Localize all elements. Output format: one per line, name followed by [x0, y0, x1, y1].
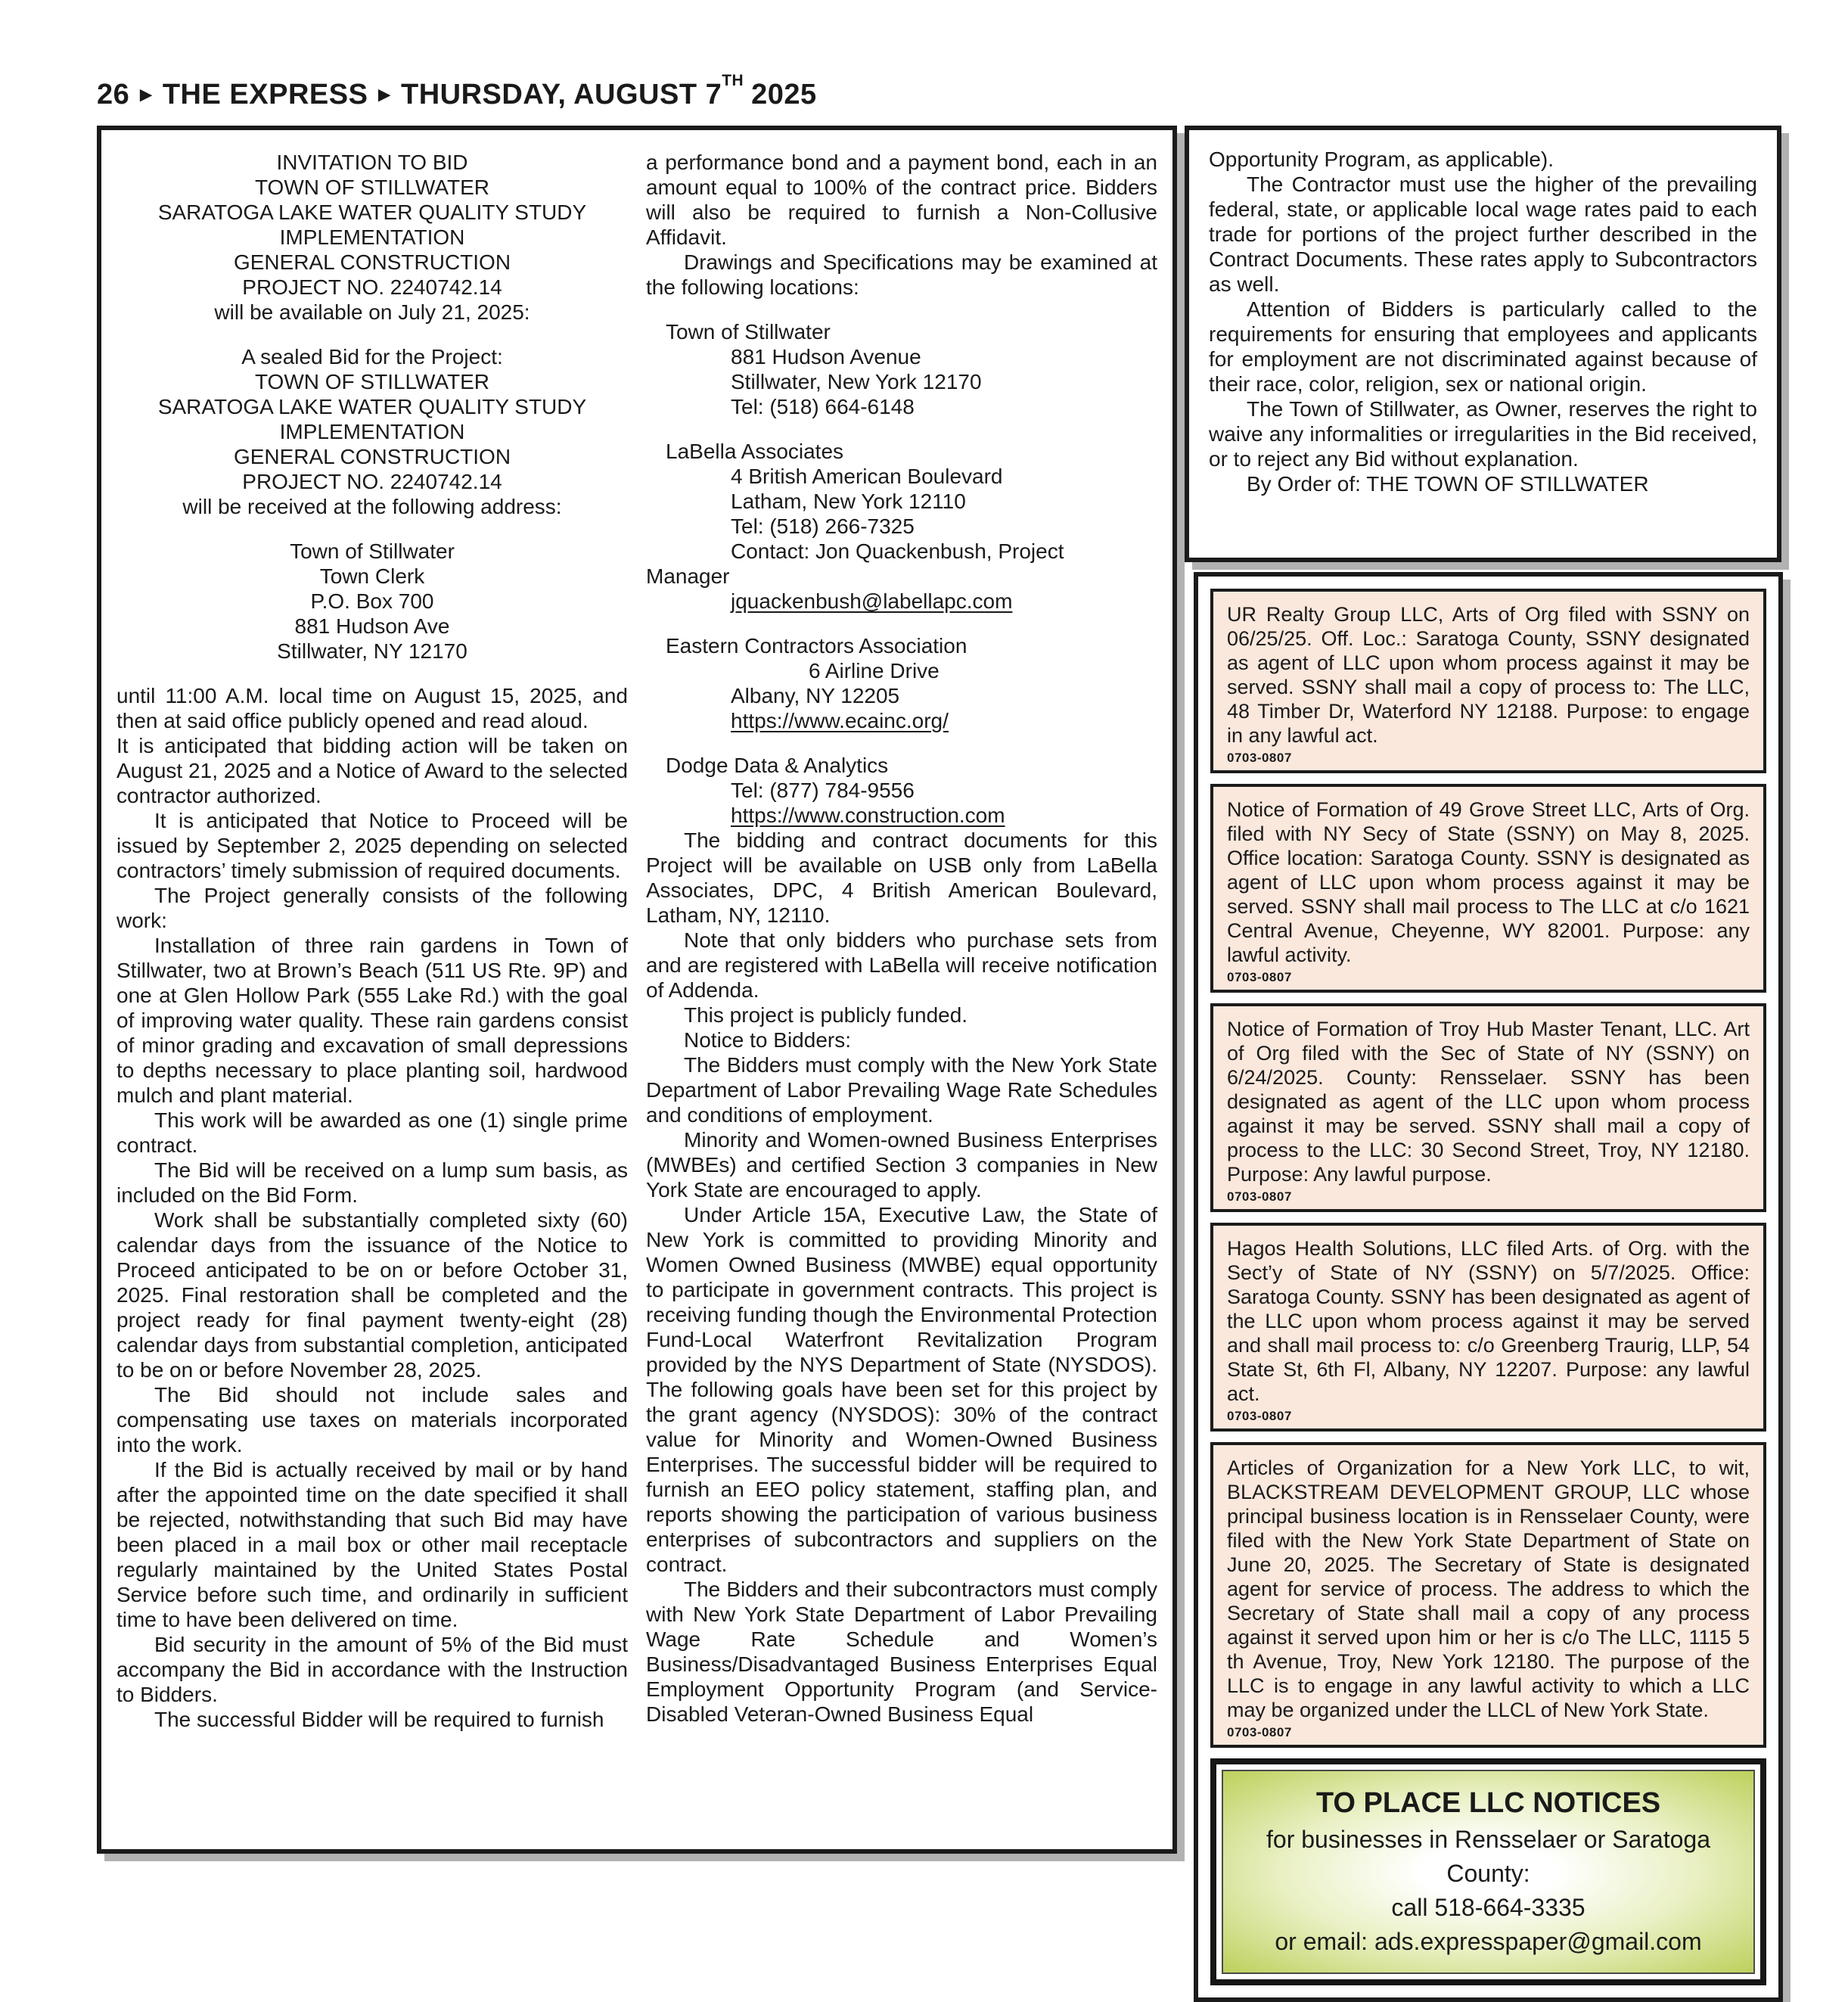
- text-line: Drawings and Specifications may be examined at the following locations:: [646, 250, 1157, 299]
- issue-date-year: 2025: [751, 79, 817, 110]
- place-llc-notices-box: [1210, 1758, 1766, 1985]
- text-line: Installation of three rain gardens in Town of Stillwater, two at Brown’s Beach (511 US Rte. 9P) and one at Glen Hollow Park (555 Lake Rd.) with the goal of improving water quality. These rain gardens consist of minor grading and excavation of small depressions to depths necessary to place planting soil, hardwood mulch and plant material.: [116, 934, 628, 1107]
- text-line: Tel: (877) 784-9556: [731, 779, 915, 802]
- text-line: Town of Stillwater: [666, 320, 831, 344]
- text-line: Minority and Women-owned Business Enterprises (MWBEs) and certified Section 3 companies in New York State are encouraged to apply.: [646, 1128, 1157, 1202]
- llc-notice-text: Notice of Formation of Troy Hub Master Tenant, LLC. Art of Org filed with the Sec of State of NY (SSNY) on 6/24/2025. County: Rensselaer. SSNY has been designated as agent of the LLC upon whom process against it may be served. SSNY shall mail a copy of process to the LLC: 30 Second Street, Troy, NY 12180. Purpose: Any lawful purpose.: [1227, 1018, 1750, 1186]
- text-line: https://www.ecainc.org/: [731, 709, 949, 732]
- llc-notice-box: [1210, 1442, 1766, 1748]
- text-line: https://www.construction.com: [731, 804, 1005, 827]
- llc-notice-box: [1210, 1003, 1766, 1212]
- llc-notice-text: Hagos Health Solutions, LLC filed Arts. of Org. with the Sect’y of State of NY (SSNY) on 5/7/2025. Office: Saratoga County. SSNY has been designated as agent of the LLC upon whom process against it may be served and shall mail process to: c/o Greenberg Traurig, LLP, 54 State St, 6th Fl, Albany, NY 12207. Purpose: any lawful act.: [1227, 1237, 1750, 1405]
- text-line: Manager: [646, 564, 730, 588]
- text-line: Attention of Bidders is particularly called to the requirements for ensuring that employees and applicants for employment are not discriminated against because of their race, color, religion, sex or national origin.: [1209, 297, 1757, 396]
- text-line: The Project generally consists of the following work:: [116, 884, 628, 932]
- text-line: 4 British American Boulevard: [731, 465, 1003, 488]
- text-line: The Bid will be received on a lump sum basis, as included on the Bid Form.: [116, 1158, 628, 1207]
- llc-notice-box: [1210, 589, 1766, 773]
- invitation-column-1: [116, 150, 628, 1732]
- paper-name: THE EXPRESS: [162, 79, 368, 110]
- invitation-column-3: [1209, 147, 1757, 496]
- llc-notice-code: 0703-0807: [1227, 1409, 1292, 1423]
- text-line: A sealed Bid for the Project:: [241, 345, 503, 368]
- llc-notice-code: 0703-0807: [1227, 751, 1292, 765]
- text-line: The Bidders and their subcontractors must comply with New York State Department of Labor Prevailing Wage Rate Schedule and Women’s Business/Disadvantaged Business Enterprises Equal Employment Opportunity Program (and Service-Disabled Veteran-Owned Business Equal: [646, 1578, 1157, 1726]
- text-line: Eastern Contractors Association: [666, 634, 967, 657]
- text-line: 6 Airline Drive: [809, 659, 940, 682]
- text-line: TOWN OF STILLWATER: [254, 176, 490, 199]
- text-line: Town Clerk: [319, 564, 425, 588]
- text-line: Latham, New York 12110: [731, 490, 966, 513]
- text-line: If the Bid is actually received by mail or by hand after the appointed time on the date specified it shall be rejected, notwithstanding that such Bid may have been placed in a mail box or other mail receptacle regularly maintained by the United States Postal Service before such time, and ordinarily in sufficient time to have been delivered on time.: [116, 1458, 628, 1631]
- issue-date: THURSDAY, AUGUST 7: [400, 79, 722, 110]
- text-line: Under Article 15A, Executive Law, the State of New York is committed to providing Minority and Women Owned Business (MWBE) equal opportunity to participate in government contracts. This project is receiving funding though the Environmental Protection Fund-Local Waterfront Revitalization Program provided by the NYS Department of State (NYSDOS). The following goals have been set for this project by the grant agency (NYSDOS): 30% of the contract value for Minority and Women-Owned Business Enterprises. The successful bidder will be required to furnish an EEO policy statement, staffing plan, and reports showing the participation of various business enterprises of subcontractors and suppliers on the contract.: [646, 1203, 1157, 1576]
- llc-notices-list: [1210, 589, 1766, 1748]
- text-line: The bidding and contract documents for this Project will be available on USB only from LaBella Associates, DPC, 4 British American Boulevard, Latham, NY, 12110.: [646, 828, 1157, 927]
- text-line: Contact: Jon Quackenbush, Project: [731, 539, 1064, 563]
- blank-line: [646, 733, 1157, 753]
- text-line: TOWN OF STILLWATER: [254, 370, 490, 393]
- llc-notice-text: Notice of Formation of 49 Grove Street LLC, Arts of Org. filed with NY Secy of State (SSNY) on May 8, 2025. Office location: Saratoga County. SSNY is designated as agent of LLC upon whom process against it may be served. SSNY shall mail process to The LLC at c/o 1621 Central Avenue, Cheyenne, WY 82001. Purpose: any lawful activity.: [1227, 798, 1750, 966]
- llc-notice-box: [1210, 784, 1766, 993]
- text-line: SARATOGA LAKE WATER QUALITY STUDY: [157, 395, 587, 418]
- text-line: Bid security in the amount of 5% of the Bid must accompany the Bid in accordance with the Instruction to Bidders.: [116, 1633, 628, 1706]
- blank-line: [116, 519, 628, 539]
- invitation-columns: [116, 150, 1157, 1732]
- text-line: Albany, NY 12205: [731, 684, 900, 707]
- text-line: By Order of: THE TOWN OF STILLWATER: [1247, 472, 1649, 496]
- text-line: Tel: (518) 266-7325: [731, 514, 915, 538]
- text-line: The successful Bidder will be required to furnish: [154, 1708, 604, 1731]
- text-line: The Town of Stillwater, as Owner, reserves the right to waive any informalities or irregularities in the Bid received, or to reject any Bid without explanation.: [1209, 397, 1757, 471]
- page-number: 26: [97, 79, 130, 110]
- blank-line: [116, 325, 628, 344]
- blank-line: [646, 300, 1157, 319]
- place-llc-notices-inner: [1222, 1770, 1755, 1974]
- text-line: Tel: (518) 664-6148: [731, 395, 915, 418]
- text-line: 881 Hudson Avenue: [731, 345, 921, 368]
- arrow-icon: ▸: [378, 82, 390, 107]
- text-line: SARATOGA LAKE WATER QUALITY STUDY: [157, 201, 587, 224]
- text-line: Note that only bidders who purchase sets from and are registered with LaBella will receive notification of Addenda.: [646, 928, 1157, 1002]
- text-line: Town of Stillwater: [290, 539, 455, 563]
- page-header: [97, 71, 817, 111]
- place-ad-line: for businesses in Rensselaer or Saratoga County:: [1266, 1826, 1710, 1887]
- invitation-to-bid-box: [97, 126, 1177, 1854]
- text-line: The Bidders must comply with the New York State Department of Labor Prevailing Wage Rate Schedules and conditions of employment.: [646, 1053, 1157, 1127]
- place-ad-email: or email: ads.expresspaper@gmail.com: [1275, 1928, 1702, 1955]
- text-line: will be received at the following address:: [182, 495, 562, 518]
- text-line: until 11:00 A.M. local time on August 15, 2025, and then at said office publicly opened and read aloud.: [116, 684, 628, 732]
- text-line: IMPLEMENTATION: [279, 225, 465, 249]
- text-line: INVITATION TO BID: [276, 151, 468, 174]
- text-line: Stillwater, New York 12170: [731, 370, 982, 393]
- blank-line: [646, 419, 1157, 439]
- llc-notice-text: UR Realty Group LLC, Arts of Org filed with SSNY on 06/25/25. Off. Loc.: Saratoga County, SSNY designated as agent of LLC upon whom process against it may be served. SSNY shall mail a copy of process to: The LLC, 48 Timber Dr, Waterford NY 12188. Purpose: to engage in any lawful act.: [1227, 603, 1750, 747]
- llc-notice-code: 0703-0807: [1227, 1725, 1292, 1739]
- text-line: GENERAL CONSTRUCTION: [233, 250, 511, 274]
- text-line: The Bid should not include sales and compensating use taxes on materials incorporated into the work.: [116, 1383, 628, 1456]
- invitation-column-2: [646, 150, 1157, 1732]
- llc-notices-container: [1194, 572, 1783, 2002]
- text-line: Opportunity Program, as applicable).: [1209, 148, 1554, 171]
- text-line: jquackenbush@labellapc.com: [731, 589, 1013, 613]
- blank-line: [646, 614, 1157, 633]
- text-line: LaBella Associates: [666, 440, 844, 463]
- llc-notice-box: [1210, 1223, 1766, 1432]
- text-line: The Contractor must use the higher of the prevailing federal, state, or applicable local wage rates paid to each trade for portions of the project further described in the Contract Documents. These rates apply to Subcontractors as well.: [1209, 173, 1757, 296]
- text-line: IMPLEMENTATION: [279, 420, 465, 443]
- place-ad-title: TO PLACE LLC NOTICES: [1315, 1787, 1661, 1819]
- text-line: a performance bond and a payment bond, each in an amount equal to 100% of the contract price. Bidders will also be required to furnish a Non-Collusive Affidavit.: [646, 151, 1157, 249]
- place-ad-phone: call 518-664-3335: [1391, 1894, 1586, 1921]
- text-line: Dodge Data & Analytics: [666, 754, 889, 777]
- llc-notice-text: Articles of Organization for a New York LLC, to wit, BLACKSTREAM DEVELOPMENT GROUP, LLC whose principal business location is in Rensselaer County, were filed with the New York State Department of State on June 20, 2025. The Secretary of State is designated agent for service of process. The address to which the Secretary of State shall mail a copy of any process against it served upon him or her is c/o The LLC, 1115 5 th Avenue, Troy, New York 12180. The purpose of the LLC is to engage in any lawful activity to which a LLC may be organized under the LLCL of New York State.: [1227, 1456, 1750, 1721]
- text-line: will be available on July 21, 2025:: [214, 300, 530, 324]
- text-line: Notice to Bidders:: [684, 1028, 851, 1052]
- text-line: It is anticipated that Notice to Proceed will be issued by September 2, 2025 depending on selected contractors’ timely submission of required documents.: [116, 809, 628, 882]
- text-line: This work will be awarded as one (1) single prime contract.: [116, 1108, 628, 1157]
- issue-date-superscript: TH: [722, 71, 744, 89]
- text-line: This project is publicly funded.: [684, 1003, 968, 1027]
- text-line: GENERAL CONSTRUCTION: [233, 445, 511, 468]
- text-line: It is anticipated that bidding action will be taken on August 21, 2025 and a Notice of Award to the selected contractor authorized.: [116, 734, 628, 807]
- text-line: P.O. Box 700: [310, 589, 434, 613]
- text-line: Stillwater, NY 12170: [277, 639, 467, 663]
- text-line: 881 Hudson Ave: [294, 614, 450, 638]
- invitation-continuation-box: [1185, 126, 1781, 562]
- blank-line: [116, 664, 628, 683]
- llc-notice-code: 0703-0807: [1227, 1189, 1292, 1204]
- text-line: PROJECT NO. 2240742.14: [242, 275, 502, 299]
- text-line: Work shall be substantially completed sixty (60) calendar days from the issuance of the Notice to Proceed anticipated to be on or before October 31, 2025. Final restoration shall be completed and the project ready for final payment twenty-eight (28) calendar days from substantial completion, anticipated to be on or before November 28, 2025.: [116, 1208, 628, 1382]
- llc-notice-code: 0703-0807: [1227, 970, 1292, 984]
- text-line: PROJECT NO. 2240742.14: [242, 470, 502, 493]
- arrow-icon: ▸: [140, 82, 152, 107]
